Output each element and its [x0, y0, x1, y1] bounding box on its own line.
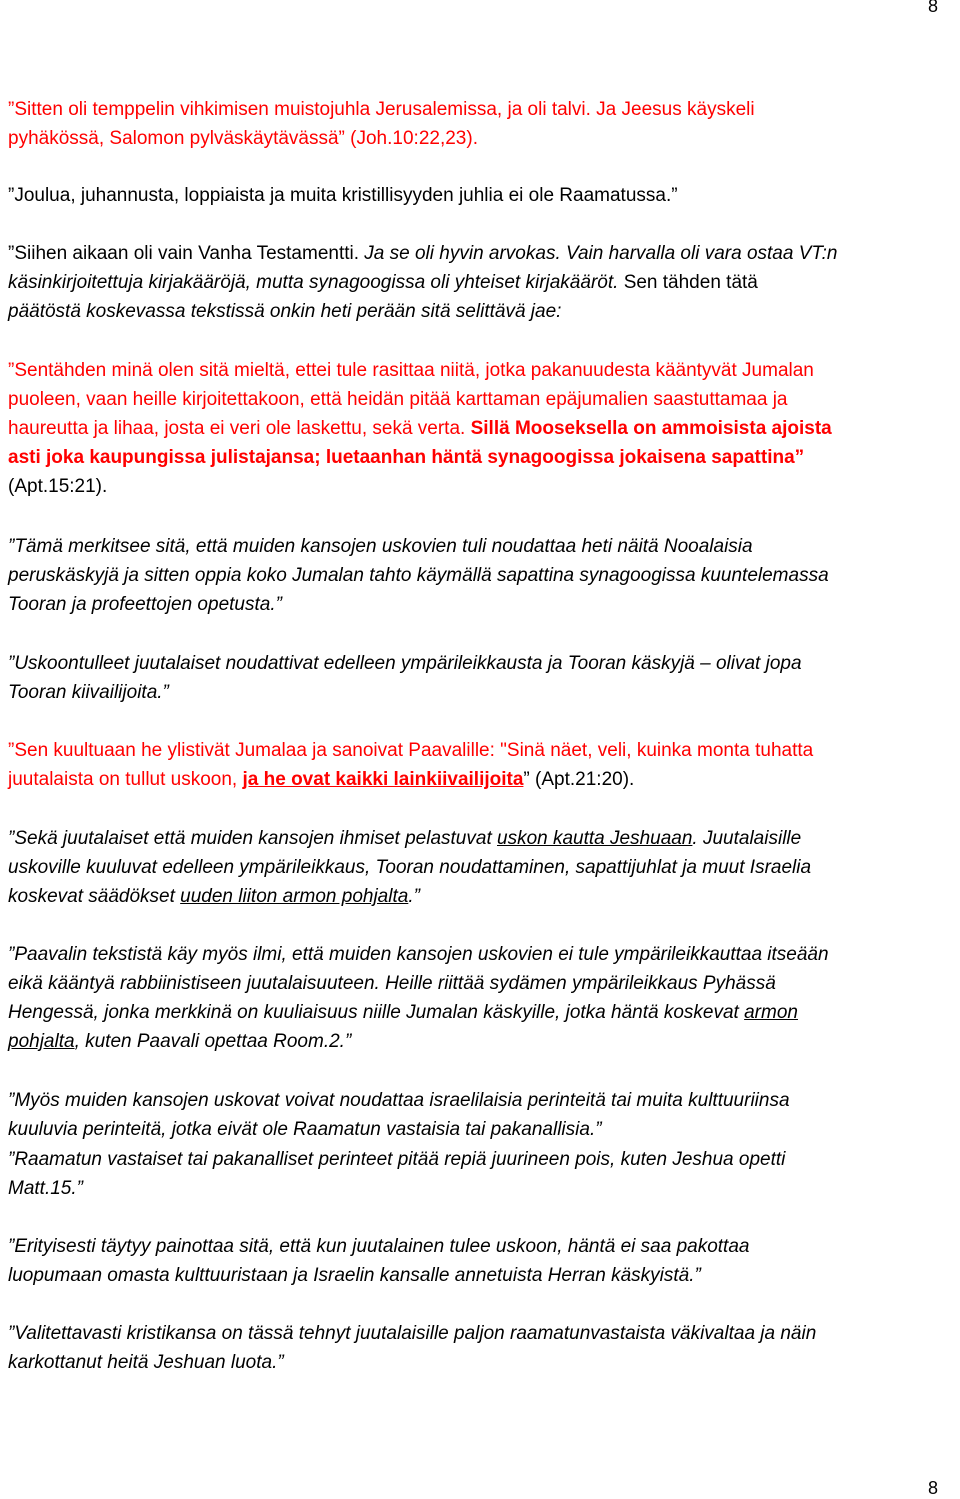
- paragraph-2: [8, 181, 958, 210]
- paragraph-4: [8, 356, 958, 501]
- text-line: [8, 998, 958, 1027]
- text-line: [8, 765, 958, 794]
- text-run: ”Siihen aikaan oli vain Vanha Testamentti.: [8, 243, 365, 264]
- text-line: Matt.15.”: [8, 1178, 83, 1199]
- text-line: peruskäskyjä ja sitten oppia koko Jumalan tahto käymällä sapattina synagoogissa kuuntelemassa: [8, 565, 829, 586]
- text-line: uskoville kuuluvat edelleen ympärileikkaus, Tooran noudattaminen, sapattijuhlat ja muut Israelia: [8, 857, 812, 878]
- text-run: ”Sekä juutalaiset että muiden kansojen ihmiset pelastuvat: [8, 828, 497, 849]
- text-line: [8, 824, 958, 853]
- page-number-top: 8: [927, 0, 938, 16]
- text-line: [8, 1027, 958, 1056]
- bold-run: Sillä Mooseksella on ammoisista ajoista: [470, 418, 832, 439]
- paragraph-5: [8, 532, 958, 619]
- text-run: Hengessä, jonka merkkinä on kuuliaisuus niille Jumalan käskyille, jotka häntä koskevat: [8, 1002, 745, 1023]
- text-line: puoleen, vaan heille kirjoitettakoon, että heidän pitää karttaman epäjumalien saastuttamaa ja: [8, 389, 788, 410]
- text-line: ”Sentähden minä olen sitä mieltä, ettei tule rasittaa niitä, jotka pakanuudesta kääntyvät Jumalan: [8, 360, 814, 381]
- text-line: [8, 882, 958, 911]
- paragraph-7: [8, 736, 958, 794]
- text-run: Sen tähden tätä: [623, 272, 758, 293]
- text-line: ”Tämä merkitsee sitä, että muiden kansojen uskovien tuli noudattaa heti näitä Nooalaisia: [8, 536, 753, 557]
- text-run: käsinkirjoitettuja kirjakääröjä, mutta synagoogissa oli yhteiset kirjakääröt.: [8, 272, 624, 293]
- paragraph-1: [8, 95, 958, 153]
- page-number-bottom: 8: [927, 1478, 938, 1498]
- text-line: pyhäkössä, Salomon pylväskäytävässä” (Joh.10:22,23).: [8, 128, 478, 149]
- text-line: [8, 414, 958, 443]
- text-line: luopumaan omasta kulttuuristaan ja Israelin kansalle annetuista Herran käskyistä.”: [8, 1265, 701, 1286]
- underline-run: uuden liiton armon pohjalta: [180, 886, 409, 907]
- text-run: juutalaista on tullut uskoon,: [8, 769, 243, 790]
- bold-underline-run: ja he ovat kaikki lainkiivailijoita: [242, 769, 524, 790]
- text-line: ”Sen kuultuaan he ylistivät Jumalaa ja sanoivat Paavalille: "Sinä näet, veli, kuinka monta tuhatta: [8, 740, 814, 761]
- paragraph-6: [8, 649, 958, 707]
- paragraph-3: [8, 239, 958, 326]
- text-line: (Apt.15:21).: [8, 476, 108, 497]
- text-run: .”: [408, 886, 420, 907]
- text-line: [8, 268, 958, 297]
- text-line: karkottanut heitä Jeshuan luota.”: [8, 1352, 284, 1373]
- text-line: ”Sitten oli temppelin vihkimisen muistojuhla Jerusalemissa, ja oli talvi. Ja Jeesus käyskeli: [8, 99, 755, 120]
- paragraph-8: [8, 824, 958, 911]
- text-line: ”Raamatun vastaiset tai pakanalliset perinteet pitää repiä juurineen pois, kuten Jeshua opetti: [8, 1149, 786, 1170]
- text-line: päätöstä koskevassa tekstissä onkin heti perään sitä selittävä jae:: [8, 301, 562, 322]
- text-line: ”Uskoontulleet juutalaiset noudattivat edelleen ympärileikkausta ja Tooran käskyjä – olivat jopa: [8, 653, 802, 674]
- text-run: ” (Apt.21:20).: [523, 769, 635, 790]
- text-line: [8, 239, 958, 268]
- text-line: ”Valitettavasti kristikansa on tässä tehnyt juutalaisille paljon raamatunvastaista väkivaltaa ja näin: [8, 1323, 817, 1344]
- paragraph-12: [8, 1232, 958, 1290]
- text-run: haureutta ja lihaa, josta ei veri ole laskettu, sekä verta.: [8, 418, 471, 439]
- text-run: , kuten Paavali opettaa Room.2.”: [74, 1031, 352, 1052]
- text-line: ”Paavalin tekstistä käy myös ilmi, että muiden kansojen uskovien ei tule ympärileikkauttaa itseään: [8, 944, 829, 965]
- underline-run: pohjalta: [8, 1031, 75, 1052]
- text-line: Tooran kiivailijoita.”: [8, 682, 169, 703]
- text-run: koskevat säädökset: [8, 886, 181, 907]
- paragraph-9: [8, 940, 958, 1056]
- underline-run: uskon kautta Jeshuaan: [497, 828, 693, 849]
- text-line: asti joka kaupungissa julistajansa; luetaanhan häntä synagoogissa jokaisena sapattina”: [8, 447, 805, 468]
- text-line: ”Joulua, juhannusta, loppiaista ja muita kristillisyyden juhlia ei ole Raamatussa.”: [8, 185, 678, 206]
- text-run: . Juutalaisille: [692, 828, 802, 849]
- paragraph-11: [8, 1145, 958, 1203]
- text-line: eikä kääntyä rabbiinistiseen juutalaisuuteen. Heille riittää sydämen ympärileikkaus Pyhässä: [8, 973, 776, 994]
- paragraph-13: [8, 1319, 958, 1377]
- text-run: Ja se oli hyvin arvokas. Vain harvalla oli vara ostaa VT:n: [364, 243, 838, 264]
- paragraph-10: [8, 1086, 958, 1144]
- text-line: ”Erityisesti täytyy painottaa sitä, että kun juutalainen tulee uskoon, häntä ei saa pakottaa: [8, 1236, 750, 1257]
- text-line: Tooran ja profeettojen opetusta.”: [8, 594, 282, 615]
- text-line: kuuluvia perinteitä, jotka eivät ole Raamatun vastaisia tai pakanallisia.”: [8, 1119, 602, 1140]
- text-line: ”Myös muiden kansojen uskovat voivat noudattaa israelilaisia perinteitä tai muita kulttuuriinsa: [8, 1090, 790, 1111]
- underline-run: armon: [744, 1002, 798, 1023]
